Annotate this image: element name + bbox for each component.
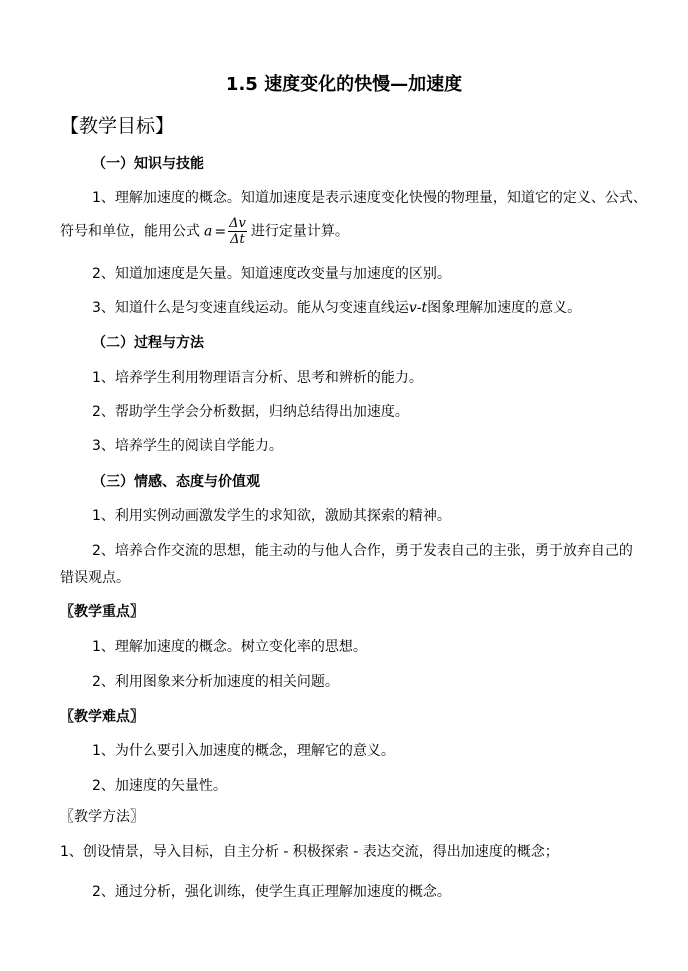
method-item-2: 2、通过分析，强化训练，使学生真正理解加速度的概念。 [92,884,451,900]
process-item-1: 1、培养学生利用物理语言分析、思考和辨析的能力。 [92,370,423,386]
formula-equals: = [214,223,227,240]
knowledge-item-3-pre: 3、知道什么是匀变速直线运动。能从匀变速直线运 [92,300,409,316]
attitude-item-2-line-1: 2、培养合作交流的思想，能主动的与他人合作，勇于发表自己的主张，勇于放弃自己的 [92,543,633,559]
knowledge-item-2: 2、知道加速度是矢量。知道速度改变量与加速度的区别。 [92,266,451,282]
knowledge-item-1-post: 进行定量计算。 [250,223,349,240]
knowledge-item-3-post: 图象理解加速度的意义。 [427,300,582,316]
knowledge-item-3 [92,298,581,318]
formula-denominator: Δt [230,232,245,247]
acceleration-formula [204,216,247,247]
sub-heading-process: （二）过程与方法 [92,335,204,351]
page-title: 1.5 速度变化的快慢—加速度 [225,74,463,95]
knowledge-item-1-pre: 符号和单位，能用公式 [60,223,200,240]
sub-heading-attitude: （三）情感、态度与价值观 [92,474,260,490]
formula-lhs: a [204,223,213,240]
process-item-3: 3、培养学生的阅读自学能力。 [92,438,283,454]
knowledge-item-1-line-1: 1、理解加速度的概念。知道加速度是表示速度变化快慢的物理量，知道它的定义、公式、 [92,190,647,206]
methods-heading: 〖教学方法〗 [60,809,144,825]
section-objectives-heading: 【教学目标】 [60,115,175,137]
key-points-heading: 〖教学重点〗 [60,604,144,620]
attitude-item-1: 1、利用实例动画激发学生的求知欲，激励其探索的精神。 [92,508,451,524]
method-item-1: 1、创设情景，导入目标，自主分析 - 积极探索 - 表达交流，得出加速度的概念； [60,844,559,860]
formula-fraction [228,216,247,247]
key-point-item-1: 1、理解加速度的概念。树立变化率的思想。 [92,639,367,655]
key-point-item-2: 2、利用图象来分析加速度的相关问题。 [92,674,339,690]
difficulty-item-1: 1、为什么要引入加速度的概念，理解它的意义。 [92,743,395,759]
difficulties-heading: 〖教学难点〗 [60,709,144,725]
knowledge-item-1-line-2 [60,216,349,247]
attitude-item-2-line-2: 错误观点。 [60,570,130,586]
formula-numerator: Δv [229,216,246,231]
difficulty-item-2: 2、加速度的矢量性。 [92,778,227,794]
process-item-2: 2、帮助学生学会分析数据，归纳总结得出加速度。 [92,404,409,420]
sub-heading-knowledge: （一）知识与技能 [92,156,204,172]
vt-graph-label: v-t [408,300,428,316]
